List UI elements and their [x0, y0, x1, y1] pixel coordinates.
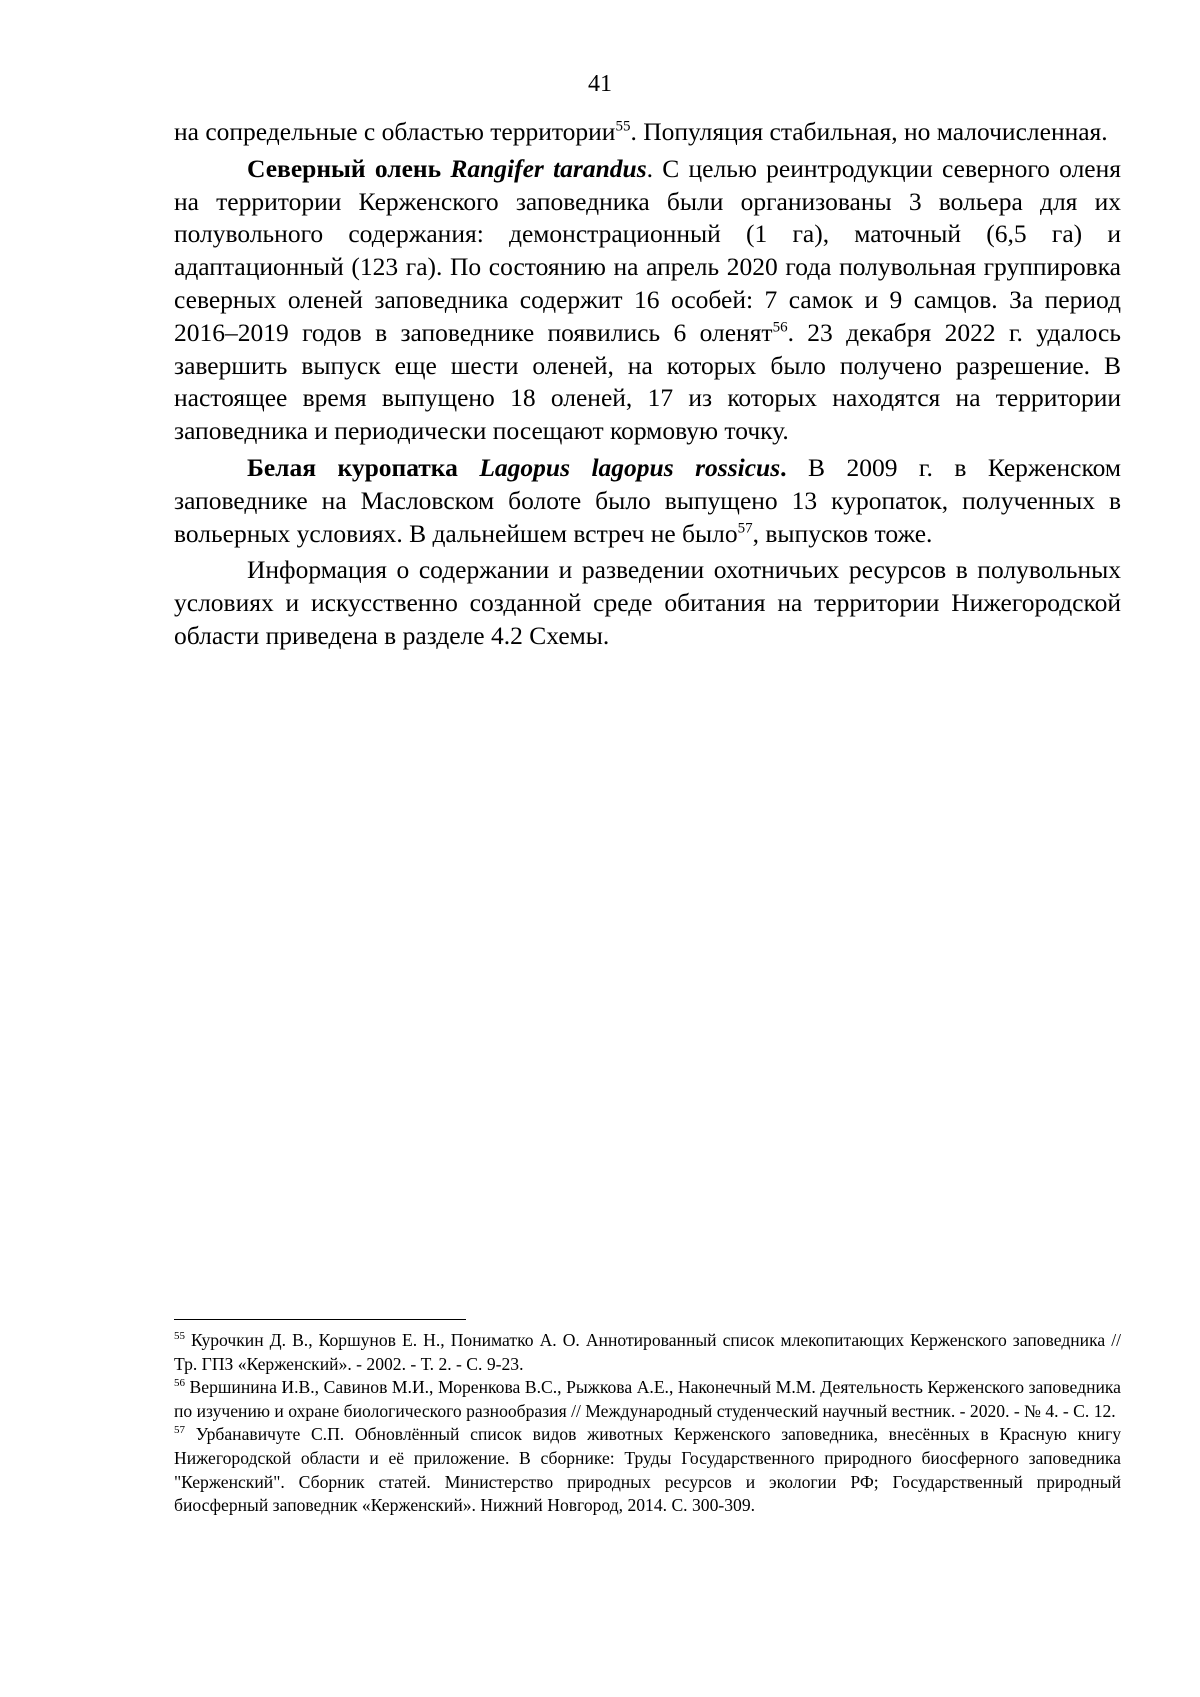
footnote-number: 55: [174, 1330, 185, 1343]
ptarmigan-latin-name: Lagopus lagopus rossicus: [479, 452, 781, 482]
paragraph-1-tail: . Популяция стабильная, но малочисленная.: [630, 117, 1108, 146]
footnote-separator: [174, 1319, 466, 1320]
footnote-number: 57: [174, 1424, 185, 1437]
footnotes: [174, 1329, 1121, 1518]
footnote-57: [174, 1423, 1121, 1517]
body-text: [174, 116, 1121, 657]
footnote-text: Урбанавичуте С.П. Обновлённый список видов животных Керженского заповедника, внесённых в Красную книгу Нижегородской области и её приложение. В сборнике: Труды Государственного природного биосферного заповедника "Керженский". Сборник статей. Министерство природных ресурсов и экологии РФ; Государственный природный биосферный заповедник «Керженский». Нижний Новгород, 2014. С. 300-309.: [174, 1424, 1121, 1516]
ptarmigan-heading-dot: .: [780, 452, 787, 482]
reindeer-heading: Северный олень: [247, 153, 451, 183]
footnote-ref-57: 57: [737, 520, 753, 537]
ptarmigan-text-2: , выпусков тоже.: [752, 518, 933, 548]
ptarmigan-heading: Белая куропатка: [247, 452, 480, 482]
paragraph-info-text: Информация о содержании и разведении охотничьих ресурсов в полувольных условиях и искусственно созданной среде обитания на территории Нижегородской области приведена в разделе 4.2 Схемы.: [174, 555, 1121, 650]
footnote-text: Курочкин Д. В., Коршунов Е. Н., Пониматко А. О. Аннотированный список млекопитающих Керженского заповедника // Тр. ГПЗ «Керженский». - 2002. - Т. 2. - С. 9-23.: [174, 1330, 1121, 1374]
footnote-text: Вершинина И.В., Савинов М.И., Моренкова В.С., Рыжкова А.Е., Наконечный М.М. Деятельность Керженского заповедника по изучению и охране биологического разнообразия // Международный студенческий научный вестник. - 2020. - № 4. - С. 12.: [174, 1377, 1121, 1421]
paragraph-1: [174, 116, 1121, 149]
footnote-ref-56: 56: [772, 319, 788, 336]
page-number: 41: [588, 71, 612, 97]
reindeer-latin-name: Rangifer tarandus: [450, 153, 647, 183]
paragraph-reindeer: [174, 153, 1121, 448]
paragraph-ptarmigan: [174, 452, 1121, 550]
footnote-55: [174, 1329, 1121, 1376]
reindeer-text-2: . 23 декабря 2022 г. удалось завершить выпуск еще шести оленей, на которых было получено разрешение. В настоящее время выпущено 18 оленей, 17 из которых находятся на территории заповедника и периодически посещают кормовую точку.: [174, 317, 1121, 446]
footnote-ref-55: 55: [615, 118, 631, 135]
paragraph-1-text: на сопредельные с областью территории: [174, 117, 616, 146]
ptarmigan-text-1: В 2009 г. в Керженском заповеднике на Масловском болоте было выпущено 13 куропаток, полученных в вольерных условиях. В дальнейшем встреч не было: [174, 452, 1121, 548]
paragraph-info: [174, 554, 1121, 652]
reindeer-text-1: . С целью реинтродукции северного оленя на территории Керженского заповедника были организованы 3 вольера для их полувольного содержания: демонстрационный (1 га), маточный (6,5 га) и адаптационный (123 га). По состоянию на апрель 2020 года полувольная группировка северных оленей заповедника содержит 16 особей: 7 самок и 9 самцов. За период 2016–2019 годов в заповеднике появились 6 оленят: [174, 153, 1121, 347]
footnote-number: 56: [174, 1377, 185, 1390]
footnote-56: [174, 1376, 1121, 1423]
